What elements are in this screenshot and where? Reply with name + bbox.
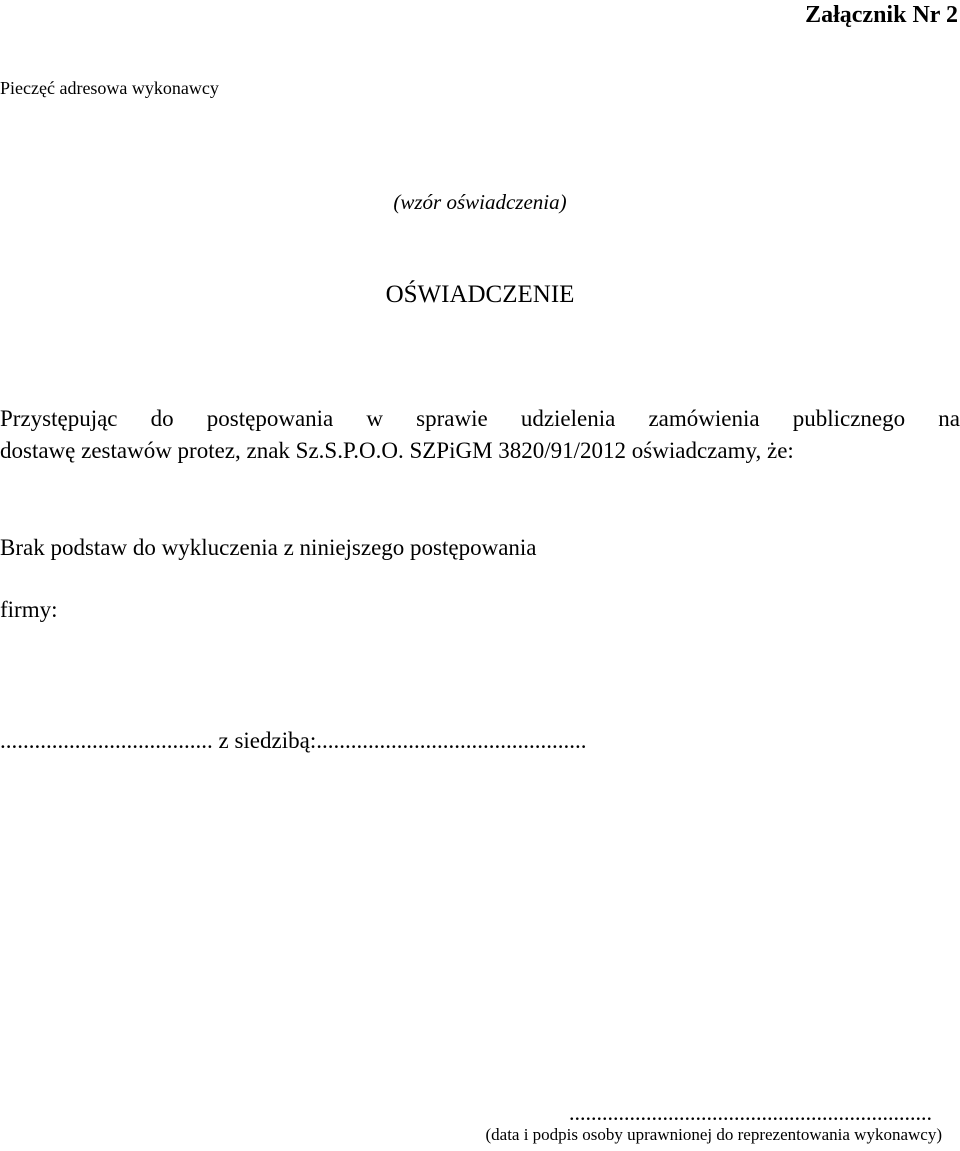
document-title: OŚWIADCZENIE: [385, 281, 575, 308]
intro-paragraph: [0, 403, 960, 467]
signature-line: ..................................................................: [569, 1100, 932, 1125]
document-subtitle: (wzór oświadczenia): [393, 190, 567, 214]
intro-line-1: Przystępując do postępowania w sprawie udzielenia zamówienia publicznego na: [0, 406, 960, 431]
exclusion-statement: Brak podstaw do wykluczenia z niniejszego postępowania: [0, 535, 537, 560]
signature-caption: (data i podpis osoby uprawnionej do reprezentowania wykonawcy): [485, 1125, 942, 1144]
annex-number: Załącznik Nr 2: [805, 2, 958, 28]
contractor-stamp-label: Pieczęć adresowa wykonawcy: [0, 78, 219, 98]
firm-seat-fill-line: ..................................... z siedzibą:...............................................: [0, 728, 587, 753]
firm-label: firmy:: [0, 597, 58, 622]
intro-line-2: dostawę zestawów protez, znak Sz.S.P.O.O. SZPiGM 3820/91/2012 oświadczamy, że:: [0, 438, 794, 463]
